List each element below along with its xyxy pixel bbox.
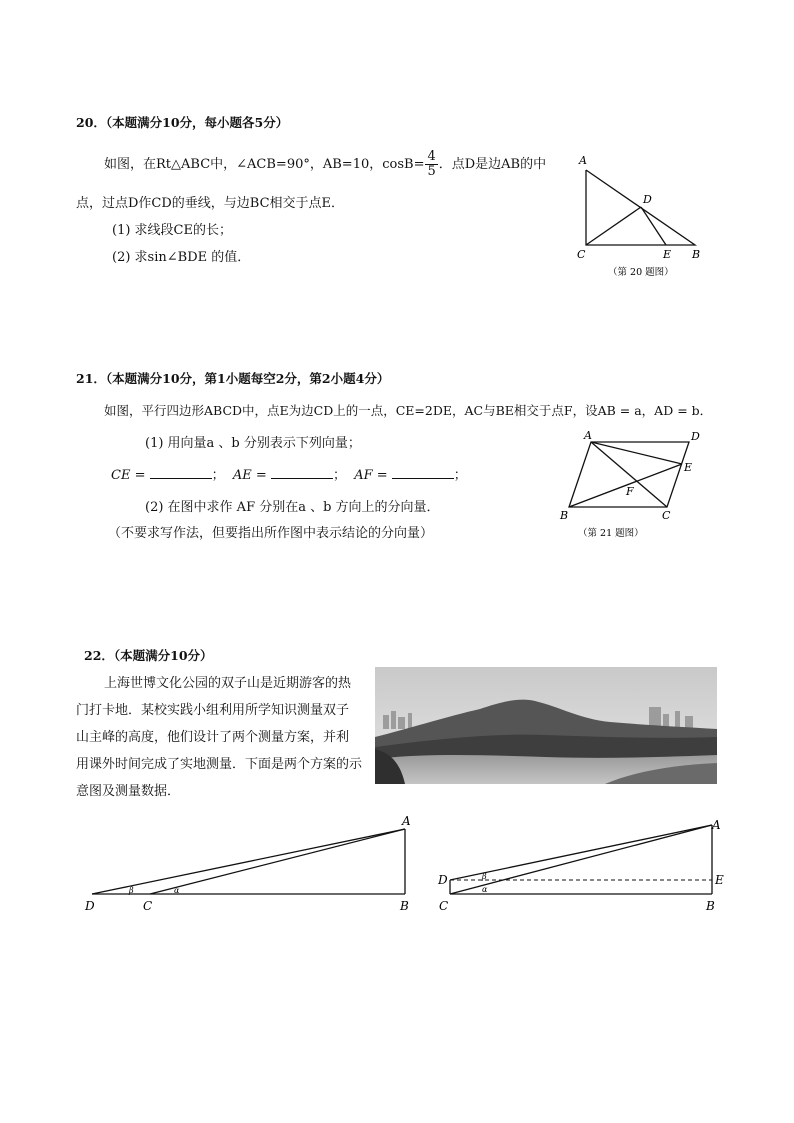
plan1-label-c: C [143,899,153,913]
plan1-sightline-ca [150,829,405,894]
q20-fraction [425,150,437,179]
q20-sub2: (2) 求sin∠BDE 的值． [112,250,251,265]
q21-figure [553,425,723,543]
q20-line2: 点，过点D作CD的垂线，与边BC相交于点E． [76,196,345,211]
twin-hill-photo [375,667,717,784]
q22-figure-plan-2 [430,812,730,917]
q22-figure-plan-1 [80,812,420,917]
q21-blank-row [111,464,467,483]
plan2-label-b: B [706,899,715,913]
q21-blank-ae[interactable] [271,466,333,479]
q21-label-a: A [584,429,592,442]
q20-frac-den: 5 [427,164,436,179]
q20-label-c: C [577,248,586,261]
q20-intro-b: ．点D是边AB的中 [438,157,547,172]
plan2-sightline-ca [450,825,712,894]
q20-header: 20．（本题满分10分，每小题各5分） [76,115,289,130]
q20-label-a: A [579,154,587,167]
plan1-label-d: D [85,899,95,913]
q20-label-e: E [663,248,672,261]
q21-header: 21．（本题满分10分，第1小题每空2分，第2小题4分） [76,371,390,386]
q21-blank-ae-label: AE = [232,468,267,483]
q21-blank-ce[interactable] [150,466,212,479]
q21-label-c: C [662,509,671,522]
plan2-label-d: D [438,873,448,887]
q20-caption: （第 20 题图） [608,267,674,278]
q22-header: 22．（本题满分10分） [84,648,213,663]
q21-label-d: D [691,430,700,443]
q21-blank-af-label: AF = [354,468,388,483]
q20-frac-num: 4 [427,149,436,164]
q21-label-f: F [626,485,634,498]
q21-intro: 如图，平行四边形ABCD中，点E为边CD上的一点，CE=2DE，AC与BE相交于点F，设AB = a，AD = b． [104,403,713,418]
q21-note: （不要求写作法，但要指出所作图中表示结论的分向量） [108,526,434,541]
q22-para-line-2: 门打卡地．某校实践小组利用所学知识测量双子 [76,703,350,718]
q21-blank-ce-label: CE = [111,468,146,483]
q20-segment-de [641,207,666,245]
q20-segment-cd [586,207,641,245]
plan1-angle-beta: β [129,886,134,895]
q22-para-line-3: 山主峰的高度，他们设计了两个测量方案，并利 [76,730,350,745]
plan1-label-b: B [400,899,409,913]
q21-sep-2: ； [332,468,346,483]
q21-label-e: E [684,461,693,474]
q22-para-line-4: 用课外时间完成了实地测量．下面是两个方案的示 [76,757,363,772]
q20-sub1: (1) 求线段CE的长； [112,223,232,238]
q20-intro-a: 如图，在Rt△ABC中，∠ACB=90°，AB=10，cosB= [104,157,425,172]
plan2-label-c: C [439,899,449,913]
q21-sub1: (1) 用向量a 、b 分别表示下列向量； [145,436,361,451]
plan2-angle-beta: β [482,872,487,881]
q20-label-b: B [692,248,701,261]
q20-figure [570,150,720,282]
plan2-label-a: A [712,818,721,832]
q20-label-d: D [643,193,652,206]
q21-caption: （第 21 题图） [578,528,644,539]
q22-para-line-5: 意图及测量数据． [76,784,181,799]
plan2-angle-alpha: α [482,885,488,894]
plan1-angle-alpha: α [174,886,180,895]
q22-para-line-1: 上海世博文化公园的双子山是近期游客的热 [104,676,352,691]
q20-intro [104,150,546,179]
plan2-sightline-da [450,825,712,880]
q21-sep-1: ； [211,468,225,483]
plan2-label-e: E [715,873,724,887]
q21-label-b: B [560,509,569,522]
q21-sep-3: ； [453,468,467,483]
plan1-label-a: A [402,814,411,828]
plan1-sightline-da [92,829,405,894]
q21-blank-af[interactable] [392,466,454,479]
q21-sub2: (2) 在图中求作 AF 分别在a 、b 方向上的分向量． [145,500,440,515]
